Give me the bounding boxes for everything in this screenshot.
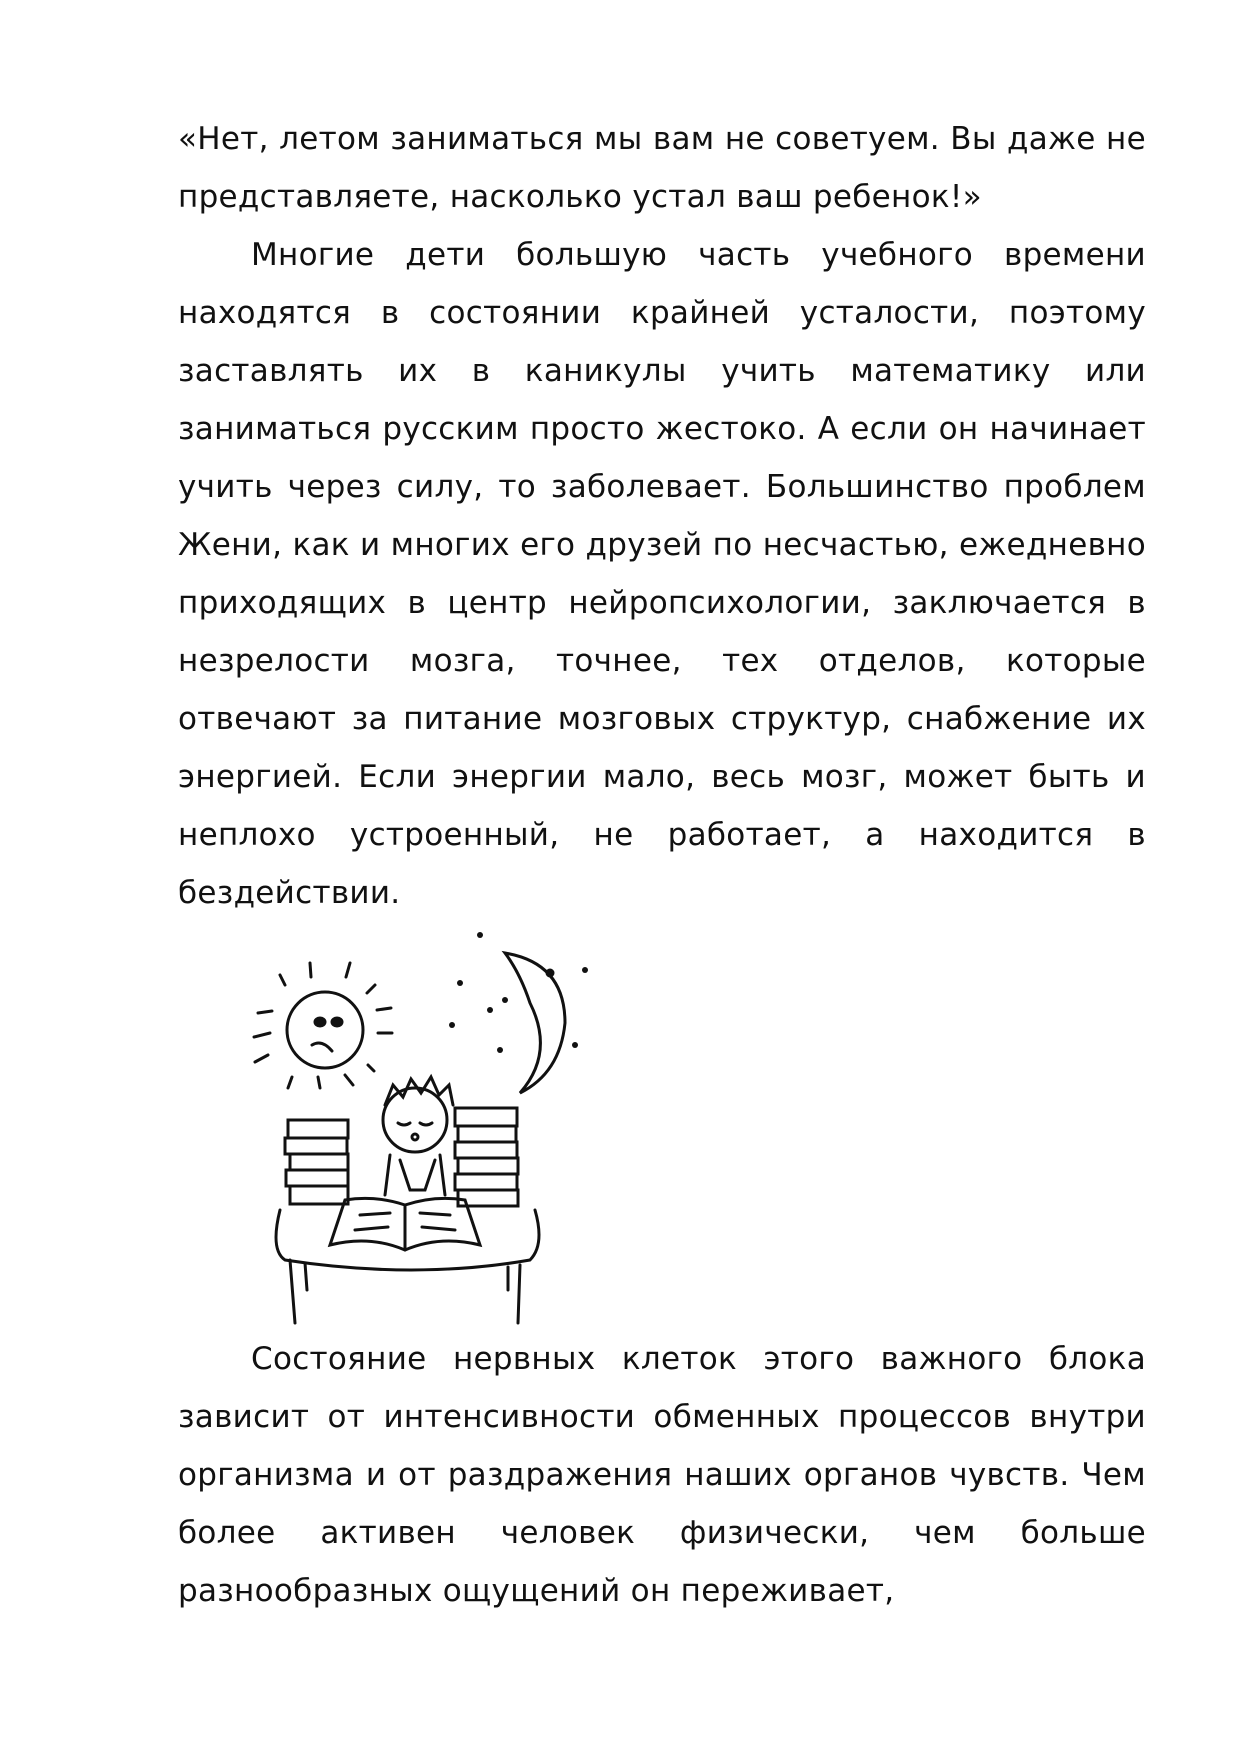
body-paragraph: Состояние нервных клеток этого важного блока зависит от интенсивности обменных процессов внутри организма и от раздражения наших органов чувств. Чем более активен человек физически, чем больше разнообразных ощущений он переживает, [178,1341,1146,1609]
stars-icon [449,932,588,1053]
text-block-bottom [178,1330,1146,1620]
tired-child-illustration [250,925,630,1325]
text-block-top [178,110,1146,922]
quote-paragraph: «Нет, летом заниматься мы вам не советуем. Вы даже не представляете, насколько устал ваш ребенок!» [178,121,1146,215]
book-stack-left [285,1120,348,1204]
desk [276,1210,539,1323]
child-figure [383,1077,453,1195]
sun-icon [254,963,392,1088]
body-paragraph: Многие дети большую часть учебного времени находятся в состоянии крайней усталости, поэтому заставлять их в каникулы учить математику или заниматься русским просто жестоко. А если он начинает учить через силу, то заболевает. Большинство проблем Жени, как и многих его друзей по несчастью, ежедневно приходящих в центр нейропсихологии, заключается в незрелости мозга, точнее, тех отделов, которые отвечают за питание мозговых структур, снабжение их энергией. Если энергии мало, весь мозг, может быть и неплохо устроенный, не работает, а находится в бездействии. [178,237,1146,911]
book-stack-right [455,1108,518,1206]
moon-icon [505,953,565,1093]
